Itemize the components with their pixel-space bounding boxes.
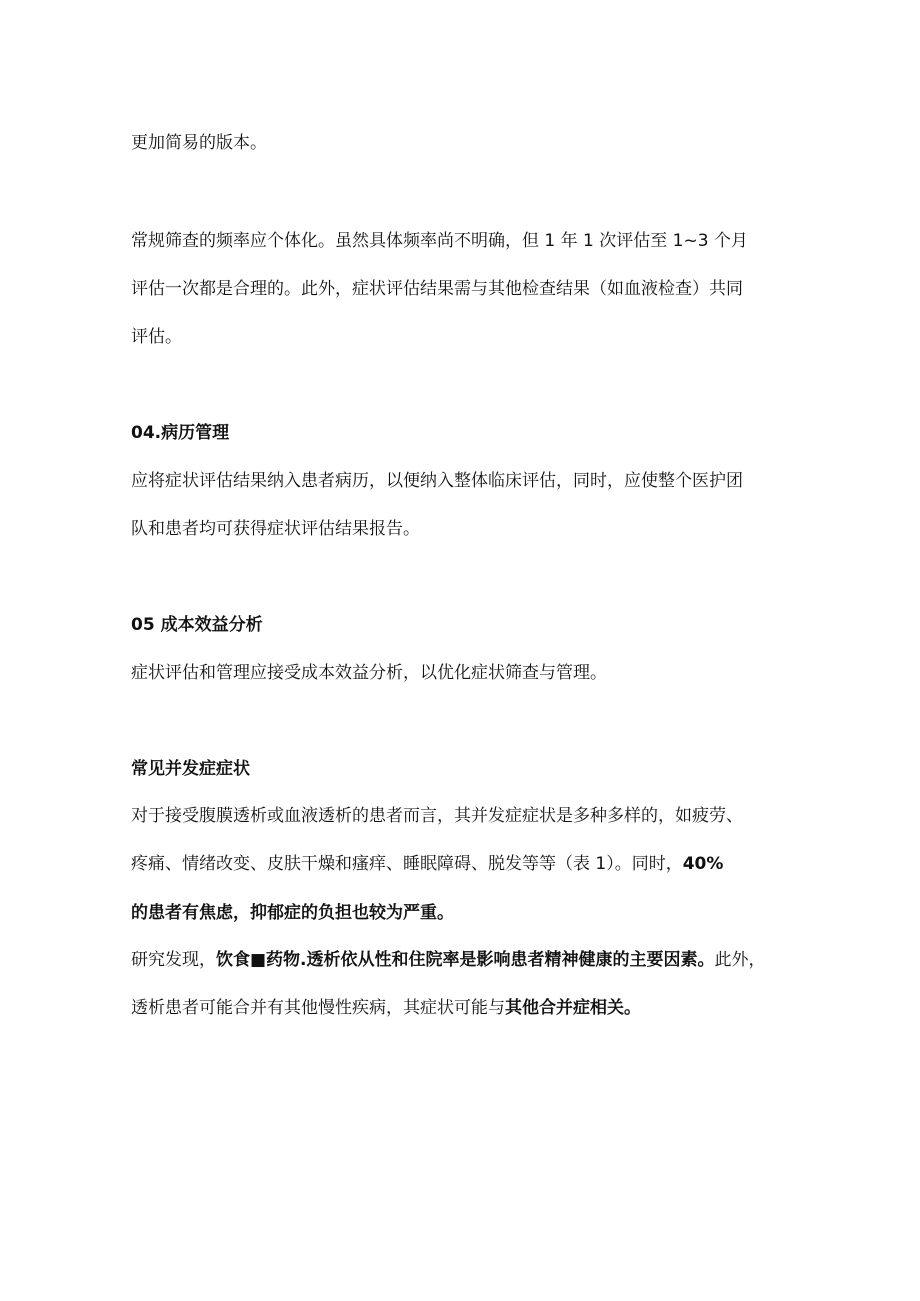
bold-text-segment: 40% (682, 854, 724, 874)
paragraph-line: 常规筛查的频率应个体化。虽然具体频率尚不明确，但 1 年 1 次评估至 1~3 个月 (131, 231, 748, 251)
paragraph-line: 评估。 (131, 327, 182, 347)
paragraph-line: 症状评估和管理应接受成本效益分析，以优化症状筛查与管理。 (131, 663, 607, 683)
text-segment: 疼痛、情绪改变、皮肤干燥和瘙痒、睡眠障碍、脱发等等（表 1）。同时， (131, 854, 683, 874)
paragraph-line: 对于接受腹膜透析或血液透析的患者而言，其并发症症状是多种多样的，如疲劳、 (131, 806, 743, 826)
section-heading: 常见并发症症状 (131, 759, 250, 779)
paragraph-line: 队和患者均可获得症状评估结果报告。 (131, 519, 420, 539)
paragraph-line: 应将症状评估结果纳入患者病历，以便纳入整体临床评估，同时，应使整个医护团 (131, 471, 743, 491)
bold-text-segment: 饮食■药物.透析依从性和住院率是影响患者精神健康的主要因素。 (216, 950, 715, 970)
paragraph-line: 评估一次都是合理的。此外，症状评估结果需与其他检查结果（如血液检查）共同 (131, 279, 743, 299)
paragraph-line (131, 851, 723, 877)
text-segment: 此外， (714, 950, 766, 970)
section-heading: 05 成本效益分析 (131, 615, 263, 635)
text-segment: 研究发现， (131, 950, 216, 970)
bold-text-segment: 其他合并症相关。 (505, 998, 641, 1018)
paragraph-line-bold: 的患者有焦虑，抑郁症的负担也较为严重。 (131, 903, 454, 923)
section-heading: 04.病历管理 (131, 423, 230, 443)
paragraph-line (131, 995, 641, 1021)
paragraph-line: 更加简易的版本。 (131, 133, 267, 153)
text-segment: 透析患者可能合并有其他慢性疾病，其症状可能与 (131, 998, 505, 1018)
paragraph-line (131, 947, 766, 973)
